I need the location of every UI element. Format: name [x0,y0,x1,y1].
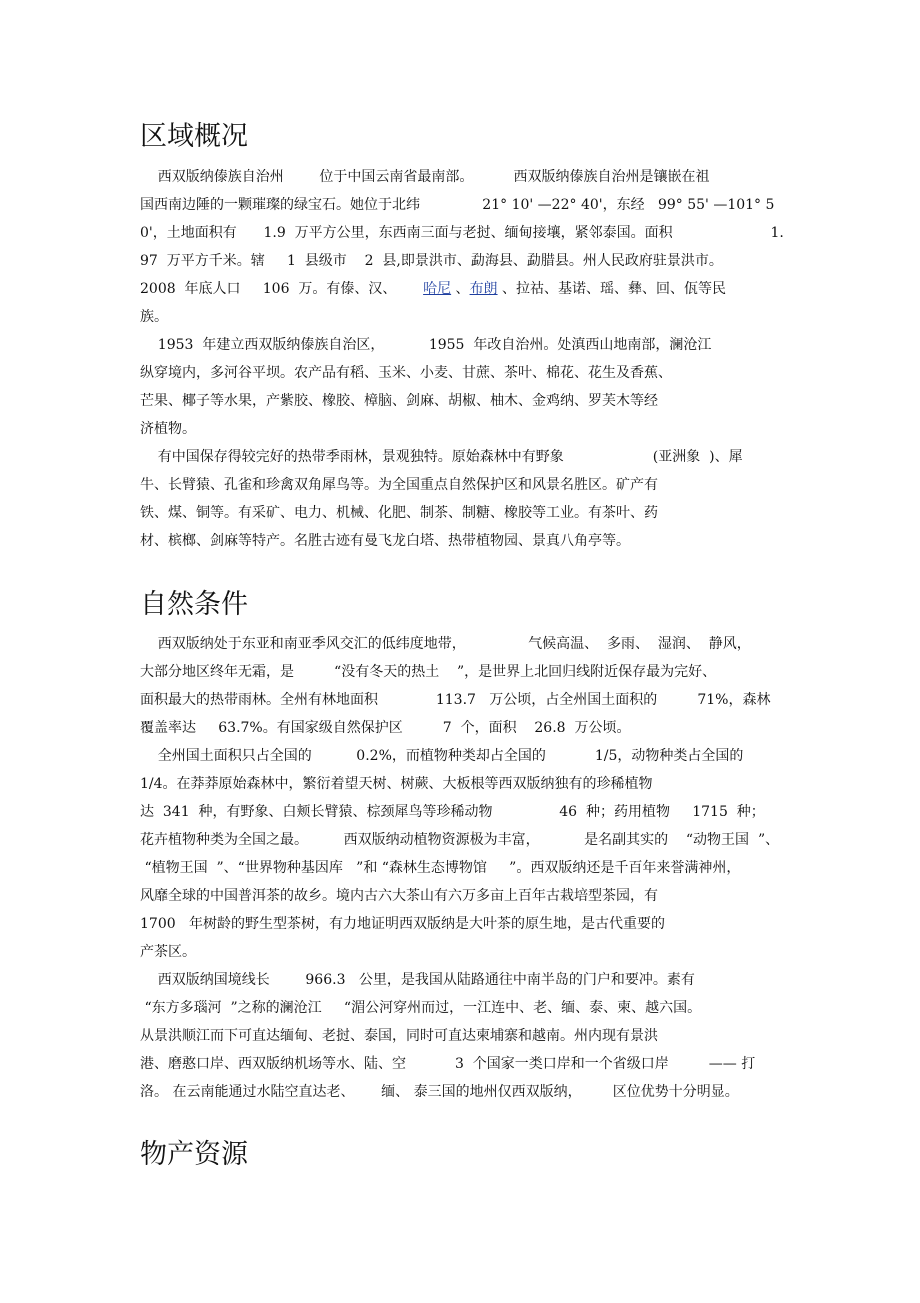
heading-resources: 物产资源 [140,1139,248,1170]
text-line: 牛、长臂猿、孔雀和珍禽双角犀鸟等。为全国重点自然保护区和风景名胜区。矿产有 [140,477,658,493]
heading-regional-overview: 区域概况 [140,121,248,152]
text-line: 面积最大的热带雨林。全州有林地面积 113.7 万公顷，占全州国土面积的 71%，森林 [140,692,771,708]
text-line: 有中国保存得较完好的热带季雨林，景观独特。原始森林中有野象 (亚洲象 )、犀 [140,449,743,465]
text-line: 芒果、椰子等水果，产紫胶、橡胶、樟脑、剑麻、胡椒、柚木、金鸡纳、罗芙木等经 [140,393,658,409]
link-bulang[interactable]: 布朗 [469,281,498,297]
text-line: 风靡全球的中国普洱茶的故乡。境内古六大茶山有六万多亩上百年古栽培型茶园，有 [140,888,658,904]
text-line: 济植物。 [140,421,196,437]
text-line: 产茶区。 [140,944,196,960]
link-hani[interactable]: 哈尼 [423,281,452,297]
text-line: 西双版纳国境线长 966.3 公里，是我国从陆路通往中南半岛的门户和要冲。素有 [140,972,695,988]
text-line: 从景洪顺江而下可直达缅甸、老挝、泰国，同时可直达柬埔寨和越南。州内现有景洪 [140,1028,658,1044]
text-line: 西双版纳傣族自治州 位于中国云南省最南部。 西双版纳傣族自治州是镶嵌在祖 [140,169,710,185]
text-line: 1700 年树龄的野生型茶树，有力地证明西双版纳是大叶茶的原生地，是古代重要的 [140,916,665,932]
text-line: 0'，土地面积有 1.9 万平方公里，东西南三面与老挝、缅甸接壤，紧邻泰国。面积 1. [140,225,784,241]
text-line: “东方多瑙河 ”之称的澜沧江 “湄公河穿州而过，一江连中、老、缅、泰、柬、越六国。 [140,1000,702,1016]
text-line: 洛。 在云南能通过水陆空直达老、 缅、 泰三国的地州仅西双版纳， 区位优势十分明显。 [140,1084,739,1100]
text-line: 族。 [140,309,168,325]
text-line: “植物王国 ”、“世界物种基因库 ”和 “森林生态博物馆 ”。西双版纳还是千百年来誉满神州， [140,860,741,876]
text-line: 97 万平方千米。辖 1 县级市 2 县,即景洪市、勐海县、勐腊县。州人民政府驻景洪市。 [140,253,723,269]
text-line: 花卉植物种类为全国之最。 西双版纳动植物资源极为丰富， 是名副其实的 “动物王国 ”、 [140,832,780,848]
text-line: 西双版纳处于东亚和南亚季风交汇的低纬度地带， 气候高温、 多雨、 湿润、 静风， [140,636,751,652]
text-line: 港、磨憨口岸、西双版纳机场等水、陆、空 3 个国家一类口岸和一个省级口岸 —— 打 [140,1056,756,1072]
text-line: 大部分地区终年无霜，是 “没有冬天的热土 ”，是世界上北回归线附近保存最为完好、 [140,664,717,680]
text-line: 材、槟榔、剑麻等特产。名胜古迹有曼飞龙白塔、热带植物园、景真八角亭等。 [140,533,630,549]
text-line: 国西南边陲的一颗璀璨的绿宝石。她位于北纬 21° 10' —22° 40'，东经 99° 55' —101° 5 [140,197,775,213]
text-line: 1953 年建立西双版纳傣族自治区， 1955 年改自治州。处滇西山地南部，澜沧江 [140,337,712,353]
text-line-with-links: 2008 年底人口 106 万。有傣、汉、 哈尼 、布朗 、拉祜、基诺、瑶、彝、回、佤等民 [140,281,727,297]
text-line: 1/4。在莽莽原始森林中，繁衍着望天树、树蕨、大板根等西双版纳独有的珍稀植物 [140,776,653,792]
heading-natural-conditions: 自然条件 [140,589,248,620]
text-line: 纵穿境内，多河谷平坝。农产品有稻、玉米、小麦、甘蔗、茶叶、棉花、花生及香蕉、 [140,365,672,381]
text-line: 覆盖率达 63.7%。有国家级自然保护区 7 个，面积 26.8 万公顷。 [140,720,631,736]
text-line: 全州国土面积只占全国的 0.2%，而植物种类却占全国的 1/5，动物种类占全国的 [140,748,744,764]
text-line: 达 341 种，有野象、白颊长臂猿、棕颈犀鸟等珍稀动物 46 种；药用植物 1715 种； [140,804,765,820]
text-line: 铁、煤、铜等。有采矿、电力、机械、化肥、制茶、制糖、橡胶等工业。有茶叶、药 [140,505,658,521]
